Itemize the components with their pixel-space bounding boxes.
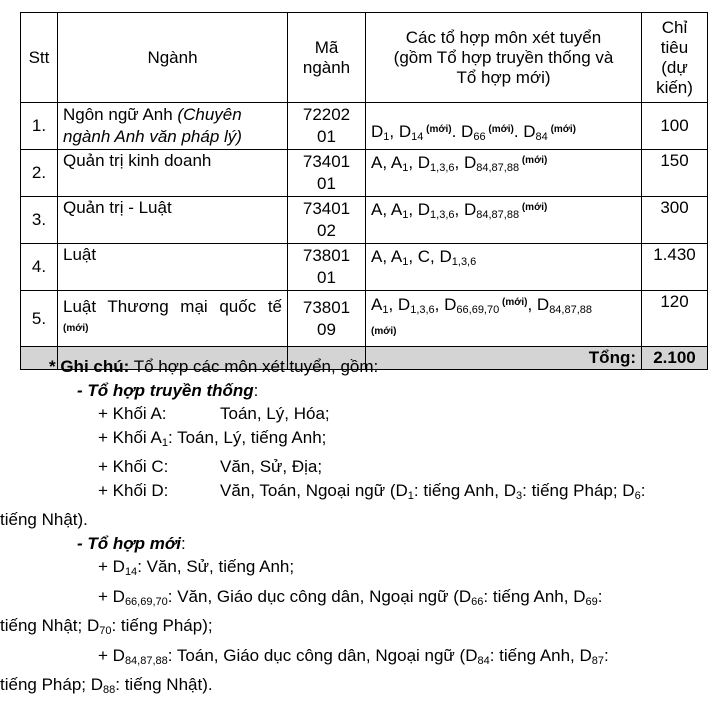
table-row — [21, 103, 708, 150]
block-subjects: Văn, Toán, Ngoại ngữ (D — [220, 480, 408, 500]
tohop-text: A, A — [371, 200, 403, 219]
header-ma-nganh — [288, 13, 366, 103]
combo-sub: 84 — [477, 654, 490, 667]
block-sub: 1 — [161, 436, 168, 449]
combo-subjects: : tiếng Pháp); — [111, 616, 213, 635]
tohop-sub: 84,87,88 — [549, 304, 593, 316]
block-a1 — [28, 426, 708, 456]
admissions-table — [20, 12, 708, 370]
ma-top: 73401 — [302, 199, 351, 218]
header-tohop-line1: Các tổ hợp môn xét tuyển — [405, 27, 602, 47]
tohop-sub: 84,87,88 — [476, 162, 520, 174]
combo-label: + D — [98, 645, 125, 665]
traditional-heading — [28, 379, 708, 403]
block-subjects: Toán, Lý, Hóa; — [220, 404, 330, 423]
block-sub: 1 — [407, 489, 414, 502]
row-ma-nganh — [288, 150, 366, 197]
combo-d66-cont — [0, 614, 708, 644]
combo-sub: 87 — [591, 654, 605, 667]
combo-subjects: : tiếng Anh, D — [489, 645, 592, 665]
traditional-heading-text: - Tổ hợp truyền thống — [77, 380, 254, 400]
tohop-sub: 1 — [402, 209, 409, 221]
notes-section — [0, 355, 708, 703]
tohop-text: , D — [454, 200, 477, 219]
notes-title-bold: * Ghi chú: — [49, 357, 130, 376]
row-ma-nganh — [288, 197, 366, 244]
block-subjects: : — [640, 480, 646, 500]
new-heading — [28, 532, 708, 556]
combo-subjects: tiếng Nhật; D — [0, 616, 100, 635]
header-chitieu-line4: kiến) — [656, 77, 693, 97]
ma-bottom: 09 — [317, 319, 336, 339]
tohop-sub: 1,3,6 — [430, 209, 455, 221]
ma-bottom: 01 — [317, 174, 336, 193]
tohop-text: . D — [513, 122, 536, 141]
block-d-cont: tiếng Nhật). — [0, 510, 88, 529]
combo-subjects: : Toán, Giáo dục công dân, Ngoại ngữ (D — [167, 645, 478, 665]
tohop-text: A, A — [371, 247, 403, 266]
block-sub: 3 — [516, 489, 523, 502]
combo-subjects: : Văn, Giáo dục công dân, Ngoại ngữ (D — [167, 586, 472, 606]
row-chi-tieu: 1.430 — [642, 244, 708, 291]
tohop-sub: 1,3,6 — [451, 256, 477, 268]
header-chitieu-line2: tiêu — [660, 37, 689, 57]
tohop-sub: 1,3,6 — [410, 304, 435, 316]
table-row — [21, 197, 708, 244]
combo-sub: 66 — [471, 595, 484, 608]
tohop-text: , D — [388, 295, 411, 314]
ma-top: 73401 — [302, 152, 351, 171]
row-nganh — [58, 103, 288, 150]
new-badge: (mới) — [485, 124, 514, 135]
combo-sub: 14 — [124, 566, 138, 578]
tohop-text: , C, D — [408, 247, 452, 266]
tohop-text: A, A — [371, 153, 403, 172]
ma-bottom: 01 — [317, 268, 336, 287]
row-stt: 2. — [21, 150, 58, 197]
nganh-specialization: (Chuyên ngành Anh văn pháp lý) — [63, 105, 242, 146]
combo-subjects: : — [604, 645, 609, 665]
combo-d84-cont — [0, 673, 708, 703]
table-row — [21, 150, 708, 197]
combo-d66 — [28, 585, 708, 615]
combo-sub: 84,87,88 — [124, 654, 168, 667]
ma-top: 73801 — [302, 246, 351, 265]
tohop-text: , D — [454, 153, 477, 172]
tohop-sub: 1 — [402, 162, 409, 174]
new-heading-text: - Tổ hợp mới — [77, 533, 182, 553]
row-to-hop — [366, 150, 642, 197]
row-ma-nganh — [288, 244, 366, 291]
header-ma-line1: Mã — [314, 37, 339, 57]
header-chi-tieu — [642, 13, 708, 103]
tohop-sub: 1,3,6 — [430, 162, 455, 174]
combo-subjects: : — [597, 586, 603, 606]
combo-sub: 66,69,70 — [124, 595, 168, 608]
tohop-sub: 14 — [411, 131, 424, 143]
row-nganh — [58, 291, 288, 347]
combo-d14 — [28, 555, 708, 585]
block-subjects: : tiếng Anh, D — [413, 480, 516, 500]
tohop-sub: 1 — [383, 131, 390, 143]
row-stt: 1. — [21, 103, 58, 150]
ma-top: 73801 — [302, 297, 351, 317]
block-subjects: : tiếng Pháp; D — [522, 480, 635, 500]
block-label: + Khối A: — [98, 404, 167, 423]
row-chi-tieu: 300 — [642, 197, 708, 244]
ma-top: 72202 — [302, 105, 351, 124]
notes-title-rest: Tổ hợp các môn xét tuyển, gồm: — [129, 357, 379, 376]
tohop-sub: 1 — [382, 304, 389, 316]
tohop-text: , D — [527, 295, 550, 314]
table-row — [21, 244, 708, 291]
new-badge: (mới) — [371, 326, 397, 337]
new-badge: (mới) — [423, 124, 452, 135]
row-chi-tieu: 120 — [642, 291, 708, 347]
tohop-text: , D — [389, 122, 412, 141]
row-to-hop — [366, 291, 642, 347]
ma-bottom: 02 — [317, 221, 336, 240]
new-badge: (mới) — [499, 297, 528, 308]
block-a — [28, 402, 708, 426]
header-chitieu-line3: (dự — [661, 57, 688, 77]
combo-subjects: : tiếng Nhật). — [115, 675, 213, 694]
row-ma-nganh — [288, 291, 366, 347]
tohop-sub: 66 — [473, 131, 486, 143]
tohop-sub: 1 — [402, 256, 409, 268]
block-label: + Khối A — [98, 427, 162, 447]
total-label: Tổng: — [366, 347, 642, 370]
combo-subjects: : Văn, Sử, tiếng Anh; — [137, 557, 295, 576]
row-nganh: Quản trị kinh doanh — [58, 150, 288, 197]
new-badge: (mới) — [519, 202, 548, 213]
tohop-sub: 84,87,88 — [476, 209, 520, 221]
header-tohop-line2: (gồm Tổ hợp truyền thống và — [393, 47, 614, 67]
combo-subjects: : tiếng Anh, D — [483, 586, 586, 606]
row-to-hop — [366, 197, 642, 244]
combo-d84 — [28, 644, 708, 674]
block-subjects: : Toán, Lý, tiếng Anh; — [167, 427, 327, 447]
combo-label: + D — [98, 586, 125, 606]
tohop-sub: 66,69,70 — [456, 304, 500, 316]
combo-subjects: tiếng Pháp; D — [0, 675, 104, 694]
row-nganh: Quản trị - Luật — [58, 197, 288, 244]
row-ma-nganh — [288, 103, 366, 150]
row-to-hop — [366, 103, 642, 150]
combo-sub: 70 — [99, 625, 112, 637]
header-tohop-line3: Tổ hợp mới) — [456, 67, 551, 87]
tohop-sub: 84 — [535, 131, 548, 143]
block-d — [28, 479, 708, 509]
colon: : — [253, 380, 259, 400]
row-nganh: Luật — [58, 244, 288, 291]
block-label: + Khối C: — [98, 457, 169, 476]
colon: : — [181, 533, 186, 553]
header-ma-line2: ngành — [302, 57, 351, 77]
tohop-text: , D — [408, 153, 431, 172]
row-stt: 5. — [21, 291, 58, 347]
new-badge: (mới) — [547, 124, 577, 135]
header-to-hop — [366, 13, 642, 103]
header-chitieu-line1: Chỉ — [661, 17, 688, 37]
combo-sub: 88 — [103, 684, 116, 696]
total-value: 2.100 — [642, 347, 708, 370]
block-sub: 6 — [634, 489, 641, 502]
block-label: + Khối D: — [98, 480, 169, 500]
block-c — [28, 455, 708, 479]
tohop-text: , D — [408, 200, 431, 219]
combo-sub: 69 — [585, 595, 598, 608]
ma-bottom: 01 — [317, 127, 336, 146]
table-row — [21, 291, 708, 347]
block-subjects: Văn, Sử, Địa; — [220, 457, 323, 476]
row-to-hop — [366, 244, 642, 291]
nganh-text: Luật Thương mại quốc tế — [63, 296, 282, 316]
header-nganh: Ngành — [58, 13, 288, 103]
row-stt: 3. — [21, 197, 58, 244]
new-badge: (mới) — [63, 322, 89, 334]
table-header-row — [21, 13, 708, 103]
header-stt: Stt — [21, 13, 58, 103]
notes-title — [28, 355, 708, 379]
combo-label: + D — [98, 557, 125, 576]
row-chi-tieu: 150 — [642, 150, 708, 197]
nganh-text: Ngôn ngữ Anh — [63, 105, 178, 124]
tohop-text: D — [371, 122, 384, 141]
row-stt: 4. — [21, 244, 58, 291]
tohop-text: . D — [451, 122, 474, 141]
tohop-text: A — [371, 295, 383, 314]
new-badge: (mới) — [519, 155, 548, 166]
tohop-text: , D — [434, 295, 457, 314]
row-chi-tieu: 100 — [642, 103, 708, 150]
